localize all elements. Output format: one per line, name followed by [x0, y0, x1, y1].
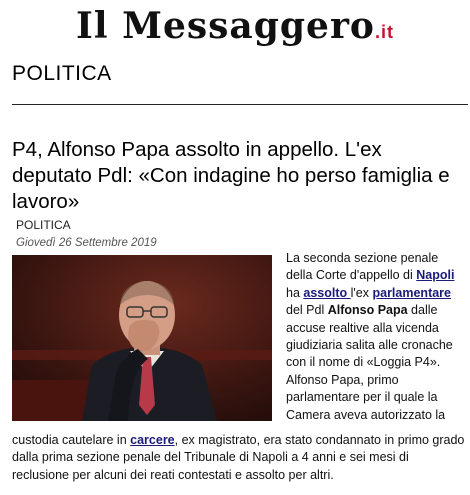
- body-text-3: l'ex: [350, 285, 373, 300]
- site-logo[interactable]: [76, 5, 394, 47]
- article-photo: [12, 255, 272, 421]
- article-date: Giovedì 26 Settembre 2019: [16, 237, 157, 249]
- link-carcere[interactable]: carcere: [130, 433, 175, 447]
- person-name: Alfonso Papa: [327, 303, 408, 318]
- article-body-column: [286, 250, 464, 424]
- link-parlamentare[interactable]: parlamentare: [372, 285, 451, 300]
- article-headline: P4, Alfonso Papa assolto in appello. L'ex deputato Pdl: «Con indagine ho perso famiglia e lavoro»: [12, 138, 450, 213]
- body-text-1: La seconda sezione penale della Corte d'appello di: [286, 251, 439, 283]
- section-divider: [12, 104, 468, 105]
- article-body-paragraph: [286, 250, 464, 424]
- link-napoli[interactable]: Napoli: [416, 268, 455, 283]
- article-body-paragraph-continued: [12, 432, 468, 484]
- masthead: [0, 4, 470, 48]
- section-title[interactable]: POLITICA: [12, 62, 112, 85]
- body-text-4: del Pdl: [286, 303, 328, 318]
- body-text-2: ha: [286, 285, 304, 300]
- site-logo-suffix: .it: [374, 22, 394, 42]
- article-photo-graphic: [12, 255, 272, 421]
- link-assolto[interactable]: assolto: [303, 285, 351, 300]
- article-category[interactable]: POLITICA: [16, 218, 71, 232]
- body-text-6: custodia cautelare in: [12, 433, 131, 447]
- body-text-7: , ex magistrato, era stato condannato in primo grado dalla prima sezione penale del Tribunale di Napoli a 4 anni e sei mesi di reclusione per alcuni dei reati contestati e assolto per altri.: [12, 433, 465, 482]
- site-logo-text: Il Messaggero: [76, 5, 375, 47]
- article-body-continuation: [12, 432, 468, 484]
- body-text-5: dalle accuse realtive alla vicenda giudiziaria salita alle cronache con il nome di «Loggia P4». Alfonso Papa, primo parlamentare per il quale la Camera aveva autorizzato la: [286, 303, 453, 422]
